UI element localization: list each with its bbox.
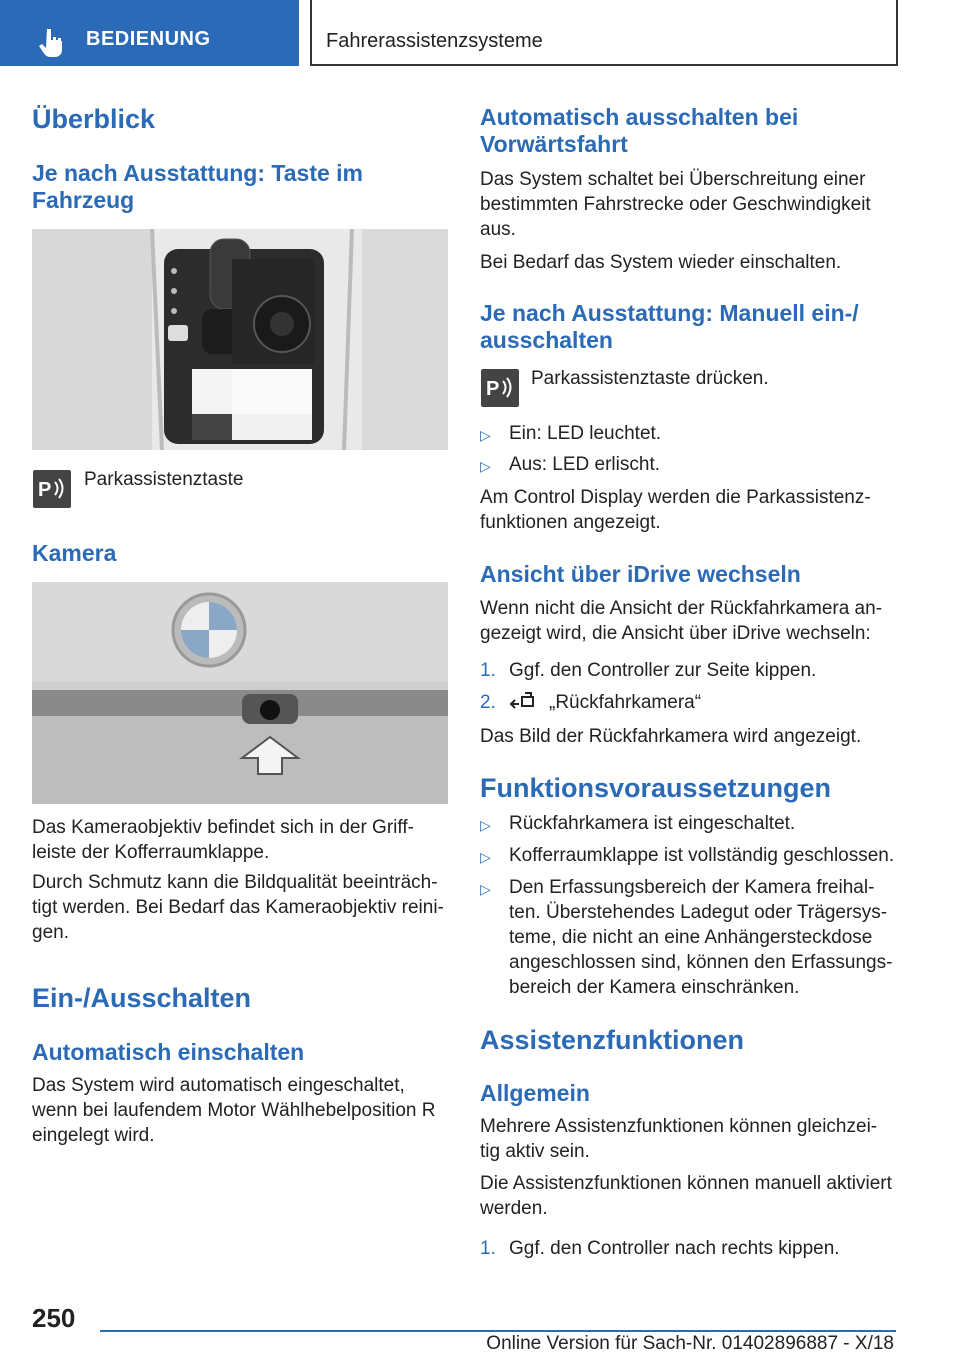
- auto-off-paragraph-1: Das System schaltet bei Überschreitung einer bestimmten Fahrstrecke oder Geschwindigkeit aus.: [480, 169, 871, 240]
- heading-overview: Überblick: [32, 104, 156, 134]
- heading-on-off: Ein-/Ausschalten: [32, 983, 252, 1013]
- list-item: 1. Ggf. den Controller zur Seite kippen.: [480, 660, 817, 681]
- manual-paragraph: Am Control Display werden die Parkassistenz-funktionen angezeigt.: [480, 487, 871, 533]
- list-item: 1. Ggf. den Controller nach rechts kippen.: [480, 1238, 840, 1259]
- footer-divider: [100, 1330, 896, 1332]
- list-item: ▷ Den Erfassungsbereich der Kamera freihal-ten. Überstehendes Ladegut oder Trägersys-teme, die nicht an eine Anhängersteckdose angeschlossen sind, können den Erfassungs-bereich der Kamera einschränken.: [480, 877, 893, 998]
- triangle-bullet-icon: ▷: [480, 881, 491, 897]
- svg-text:P: P: [486, 378, 500, 400]
- chapter-breadcrumb: [310, 0, 898, 66]
- park-assist-icon: [481, 369, 519, 407]
- general-paragraph-1: Mehrere Assistenzfunktionen können gleichzei-tig aktiv sein.: [480, 1116, 878, 1162]
- heading-manual: Je nach Ausstattung: Manuell ein-/ ausschalten: [480, 300, 859, 353]
- page-number: 250: [32, 1303, 76, 1333]
- general-paragraph-2: Die Assistenzfunktionen können manuell aktiviert werden.: [480, 1173, 892, 1219]
- triangle-bullet-icon: ▷: [480, 458, 491, 474]
- list-item: ▷ Ein: LED leuchtet.: [480, 421, 661, 446]
- triangle-bullet-icon: ▷: [480, 849, 491, 865]
- camera-paragraph-1: Das Kameraobjektiv befindet sich in der Griff-leiste der Kofferraumklappe.: [32, 817, 414, 863]
- view-paragraph: Wenn nicht die Ansicht der Rückfahrkamera an-gezeigt wird, die Ansicht über iDrive wechseln:: [480, 598, 883, 644]
- auto-on-paragraph: Das System wird automatisch eingeschaltet, wenn bei laufendem Motor Wählhebelposition R eingelegt wird.: [32, 1075, 436, 1146]
- manual-instruction: Parkassistenztaste drücken.: [531, 368, 769, 389]
- list-item: 2. „Rückfahrkamera“: [480, 692, 702, 713]
- heading-general: Allgemein: [480, 1080, 590, 1106]
- park-button-caption: Parkassistenztaste: [84, 469, 244, 490]
- heading-auto-on: Automatisch einschalten: [32, 1039, 305, 1065]
- park-assist-icon: [33, 470, 71, 508]
- list-item: ▷ Rückfahrkamera ist eingeschaltet.: [480, 811, 795, 836]
- console-image: [32, 229, 448, 450]
- triangle-bullet-icon: ▷: [480, 817, 491, 833]
- heading-button: Je nach Ausstattung: Taste im Fahrzeug: [32, 160, 364, 213]
- page-header: [0, 0, 960, 66]
- triangle-bullet-icon: ▷: [480, 427, 491, 443]
- camera-image: [32, 582, 448, 804]
- svg-text:P: P: [38, 479, 52, 501]
- list-item: ▷ Aus: LED erlischt.: [480, 452, 660, 477]
- hand-pointer-icon: [36, 26, 68, 58]
- section-tab: [0, 0, 299, 66]
- rear-camera-icon: [509, 690, 539, 712]
- camera-paragraph-2: Durch Schmutz kann die Bildqualität beeinträch-tigt werden. Bei Bedarf das Kameraobjektiv reini-gen.: [32, 872, 444, 943]
- chapter-title: Fahrerassistenzsysteme: [326, 30, 543, 52]
- online-version-text: Online Version für Sach-Nr. 01402896887 - X/18: [486, 1333, 894, 1354]
- view-result: Das Bild der Rückfahrkamera wird angezeigt.: [480, 726, 862, 747]
- heading-requirements: Funktionsvoraussetzungen: [480, 773, 832, 803]
- auto-off-paragraph-2: Bei Bedarf das System wieder einschalten.: [480, 252, 842, 273]
- heading-assist: Assistenzfunktionen: [480, 1025, 745, 1055]
- heading-auto-off: Automatisch ausschalten bei Vorwärtsfahrt: [480, 104, 799, 157]
- list-item: ▷ Kofferraumklappe ist vollständig geschlossen.: [480, 843, 894, 868]
- section-label: BEDIENUNG: [86, 28, 211, 50]
- heading-camera: Kamera: [32, 540, 117, 566]
- heading-view: Ansicht über iDrive wechseln: [480, 561, 801, 587]
